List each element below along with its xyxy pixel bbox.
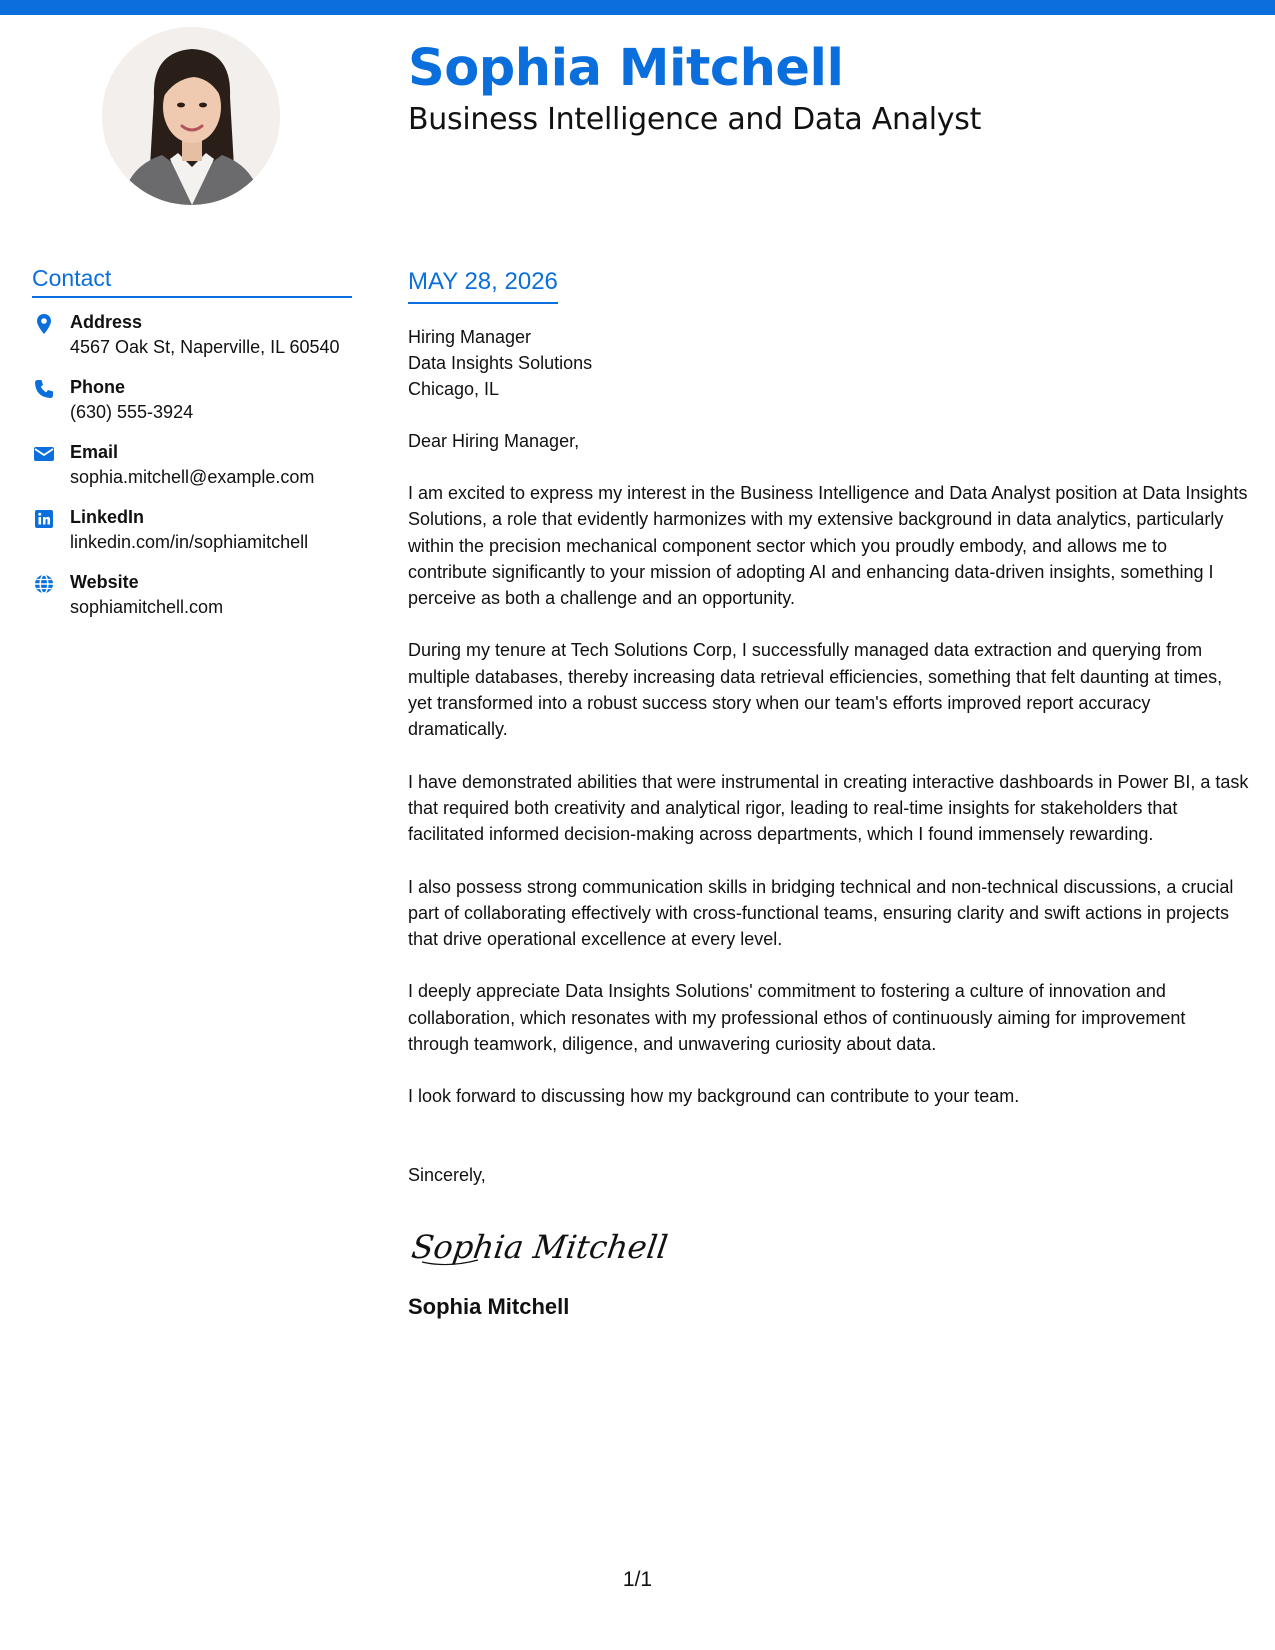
- contact-label: LinkedIn: [70, 507, 145, 527]
- phone-icon: [32, 377, 56, 401]
- linkedin-value[interactable]: linkedin.com/in/sophiamitchell: [70, 532, 309, 552]
- signer-name: Sophia Mitchell: [408, 1293, 570, 1319]
- job-title: Business Intelligence and Data Analyst: [408, 102, 982, 137]
- contact-label: Address: [70, 312, 143, 332]
- email-value[interactable]: sophia.mitchell@example.com: [70, 467, 315, 487]
- body-paragraph: I have demonstrated abilities that were instrumental in creating interactive dashboards in Power BI, a task that required both creativity and analytical rigor, leading to real-time insights for stakeholders that facilitated informed decision-making across departments, which I found immensely rewarding.: [408, 771, 1249, 845]
- body-paragraph: I am excited to express my interest in the Business Intelligence and Data Analyst position at Data Insights Solutions, a role that evidently harmonizes with my extensive background in data analytics, particularly within the precision mechanical component sector which you proudly embody, and allows me to contribute significantly to your mission of adopting AI and enhancing data-driven insights, something I perceive as both a challenge and an opportunity.: [408, 483, 1248, 609]
- applicant-name: Sophia Mitchell: [408, 39, 844, 98]
- contact-item-phone: [32, 375, 352, 425]
- top-accent-bar: [0, 0, 1275, 15]
- svg-text:Sophia Mitchell: Sophia Mitchell: [409, 1227, 668, 1266]
- contact-section: [32, 265, 352, 635]
- body-paragraph: I deeply appreciate Data Insights Solutions' commitment to fostering a culture of innovation and collaboration, which resonates with my professional ethos of continuously aiming for improvement through teamwork, diligence, and unwavering curiosity about data.: [408, 981, 1186, 1055]
- letter-date: MAY 28, 2026: [408, 268, 558, 304]
- linkedin-icon: [32, 507, 56, 531]
- body-paragraph: During my tenure at Tech Solutions Corp, I successfully managed data extraction and querying from multiple databases, thereby increasing data retrieval efficiencies, something that felt daunting at times, yet transformed into a robust success story when our team's efforts improved report accuracy dramatically.: [408, 640, 1223, 740]
- letter-body: [408, 268, 1250, 1320]
- envelope-icon: [32, 442, 56, 466]
- recipient-line: Hiring Manager: [408, 327, 532, 347]
- phone-value: (630) 555-3924: [70, 402, 194, 422]
- contact-item-address: [32, 310, 352, 360]
- website-value[interactable]: sophiamitchell.com: [70, 597, 224, 617]
- contact-label: Phone: [70, 377, 126, 397]
- address-value: 4567 Oak St, Naperville, IL 60540: [70, 337, 340, 357]
- contact-item-email: [32, 440, 352, 490]
- body-paragraph: I also possess strong communication skills in bridging technical and non-technical discussions, a crucial part of collaborating effectively with cross-functional teams, ensuring clarity and swift actions in projects that drive operational excellence at every level.: [408, 876, 1234, 950]
- contact-item-website: [32, 570, 352, 620]
- profile-photo: [102, 27, 280, 205]
- recipient-line: Data Insights Solutions: [408, 353, 593, 373]
- closing: Sincerely,: [408, 1164, 486, 1185]
- recipient-line: Chicago, IL: [408, 379, 500, 399]
- contact-label: Email: [70, 442, 119, 462]
- page-number: 1/1: [622, 1568, 653, 1591]
- contact-item-linkedin: [32, 505, 352, 555]
- globe-icon: [32, 572, 56, 596]
- body-paragraph: I look forward to discussing how my background can contribute to your team.: [408, 1086, 1020, 1107]
- handwritten-signature: [408, 1218, 1250, 1278]
- recipient-block: [408, 324, 1250, 402]
- location-pin-icon: [32, 312, 56, 336]
- contact-label: Website: [70, 572, 139, 592]
- contact-heading: Contact: [32, 265, 352, 298]
- salutation: Dear Hiring Manager,: [408, 431, 580, 451]
